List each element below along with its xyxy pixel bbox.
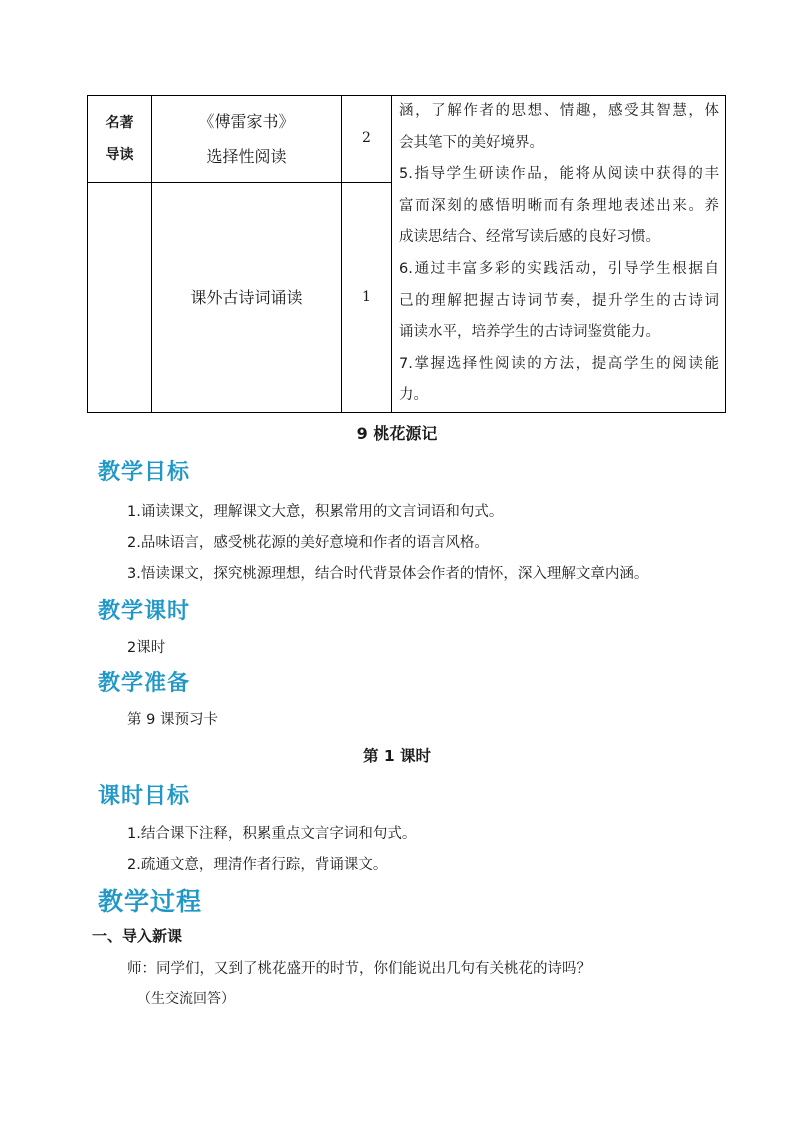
objective-line: 7.掌握选择性阅读的方法，提高学生的阅读能: [399, 355, 719, 372]
goal-item: 3.悟读课文，探究桃源理想，结合时代背景体会作者的情怀，深入理解文章内涵。: [127, 566, 649, 582]
section-heading-process: 教学过程: [98, 887, 203, 916]
reading-topic: 课外古诗词诵读: [190, 287, 303, 307]
book-title: 《傅雷家书》: [198, 111, 295, 131]
content-cell: [152, 96, 342, 183]
period-goal-item: 1.结合课下注释，积累重点文言字词和句式。: [127, 826, 417, 842]
category-cell: [88, 96, 152, 183]
hours-value: 1: [362, 289, 371, 306]
period-goal-item: 2.疏通文意，理清作者行踪，背诵课文。: [127, 857, 388, 873]
goal-item: 2.品味语言，感受桃花源的美好意境和作者的语言风格。: [127, 535, 489, 551]
objective-line: 成读思结合、经常写读后感的良好习惯。: [399, 229, 660, 246]
period-title: 第 1 课时: [362, 747, 432, 765]
hours-text: 2课时: [127, 640, 166, 656]
prep-text: 第 9 课预习卡: [127, 712, 218, 728]
curriculum-table: [87, 95, 726, 413]
objective-line: 诵读水平，培养学生的古诗词鉴赏能力。: [399, 324, 660, 341]
section-heading-teaching-hours: 教学课时: [98, 599, 191, 624]
section-heading-teaching-goals: 教学目标: [98, 460, 191, 485]
objective-line: 5.指导学生研读作品，能将从阅读中获得的丰: [399, 166, 719, 183]
student-note: （生交流回答）: [137, 991, 235, 1007]
section-heading-teaching-prep: 教学准备: [98, 671, 191, 696]
objective-line: 会其笔下的美好境界。: [399, 134, 544, 151]
objective-line: 力。: [399, 387, 428, 404]
table-row: [88, 96, 726, 183]
goal-item: 1.诵读课文，理解课文大意，积累常用的文言词语和句式。: [127, 504, 504, 520]
hours-cell: [342, 96, 392, 183]
teacher-line: 师：同学们，又到了桃花盛开的时节，你们能说出几句有关桃花的诗吗？: [127, 961, 591, 977]
content-cell: [152, 182, 342, 412]
objective-line: 己的理解把握古诗词节奏，提升学生的古诗词: [399, 292, 719, 309]
category-line: 导读: [105, 146, 134, 163]
category-line: 名著: [105, 114, 134, 131]
lesson-title: 9 桃花源记: [356, 424, 438, 443]
objective-line: 6.通过丰富多彩的实践活动，引导学生根据自: [399, 260, 719, 277]
category-cell: [88, 182, 152, 412]
objectives-cell: [392, 96, 726, 413]
step-title: 一、导入新课: [92, 927, 183, 945]
objective-line: 涵，了解作者的思想、情趣，感受其智慧，体: [399, 103, 719, 119]
section-heading-period-goals: 课时目标: [98, 784, 191, 809]
hours-cell: [342, 182, 392, 412]
objective-line: 富而深刻的感悟明晰而有条理地表述出来。养: [399, 197, 719, 214]
reading-type: 选择性阅读: [206, 146, 287, 166]
hours-value: 2: [362, 130, 371, 146]
